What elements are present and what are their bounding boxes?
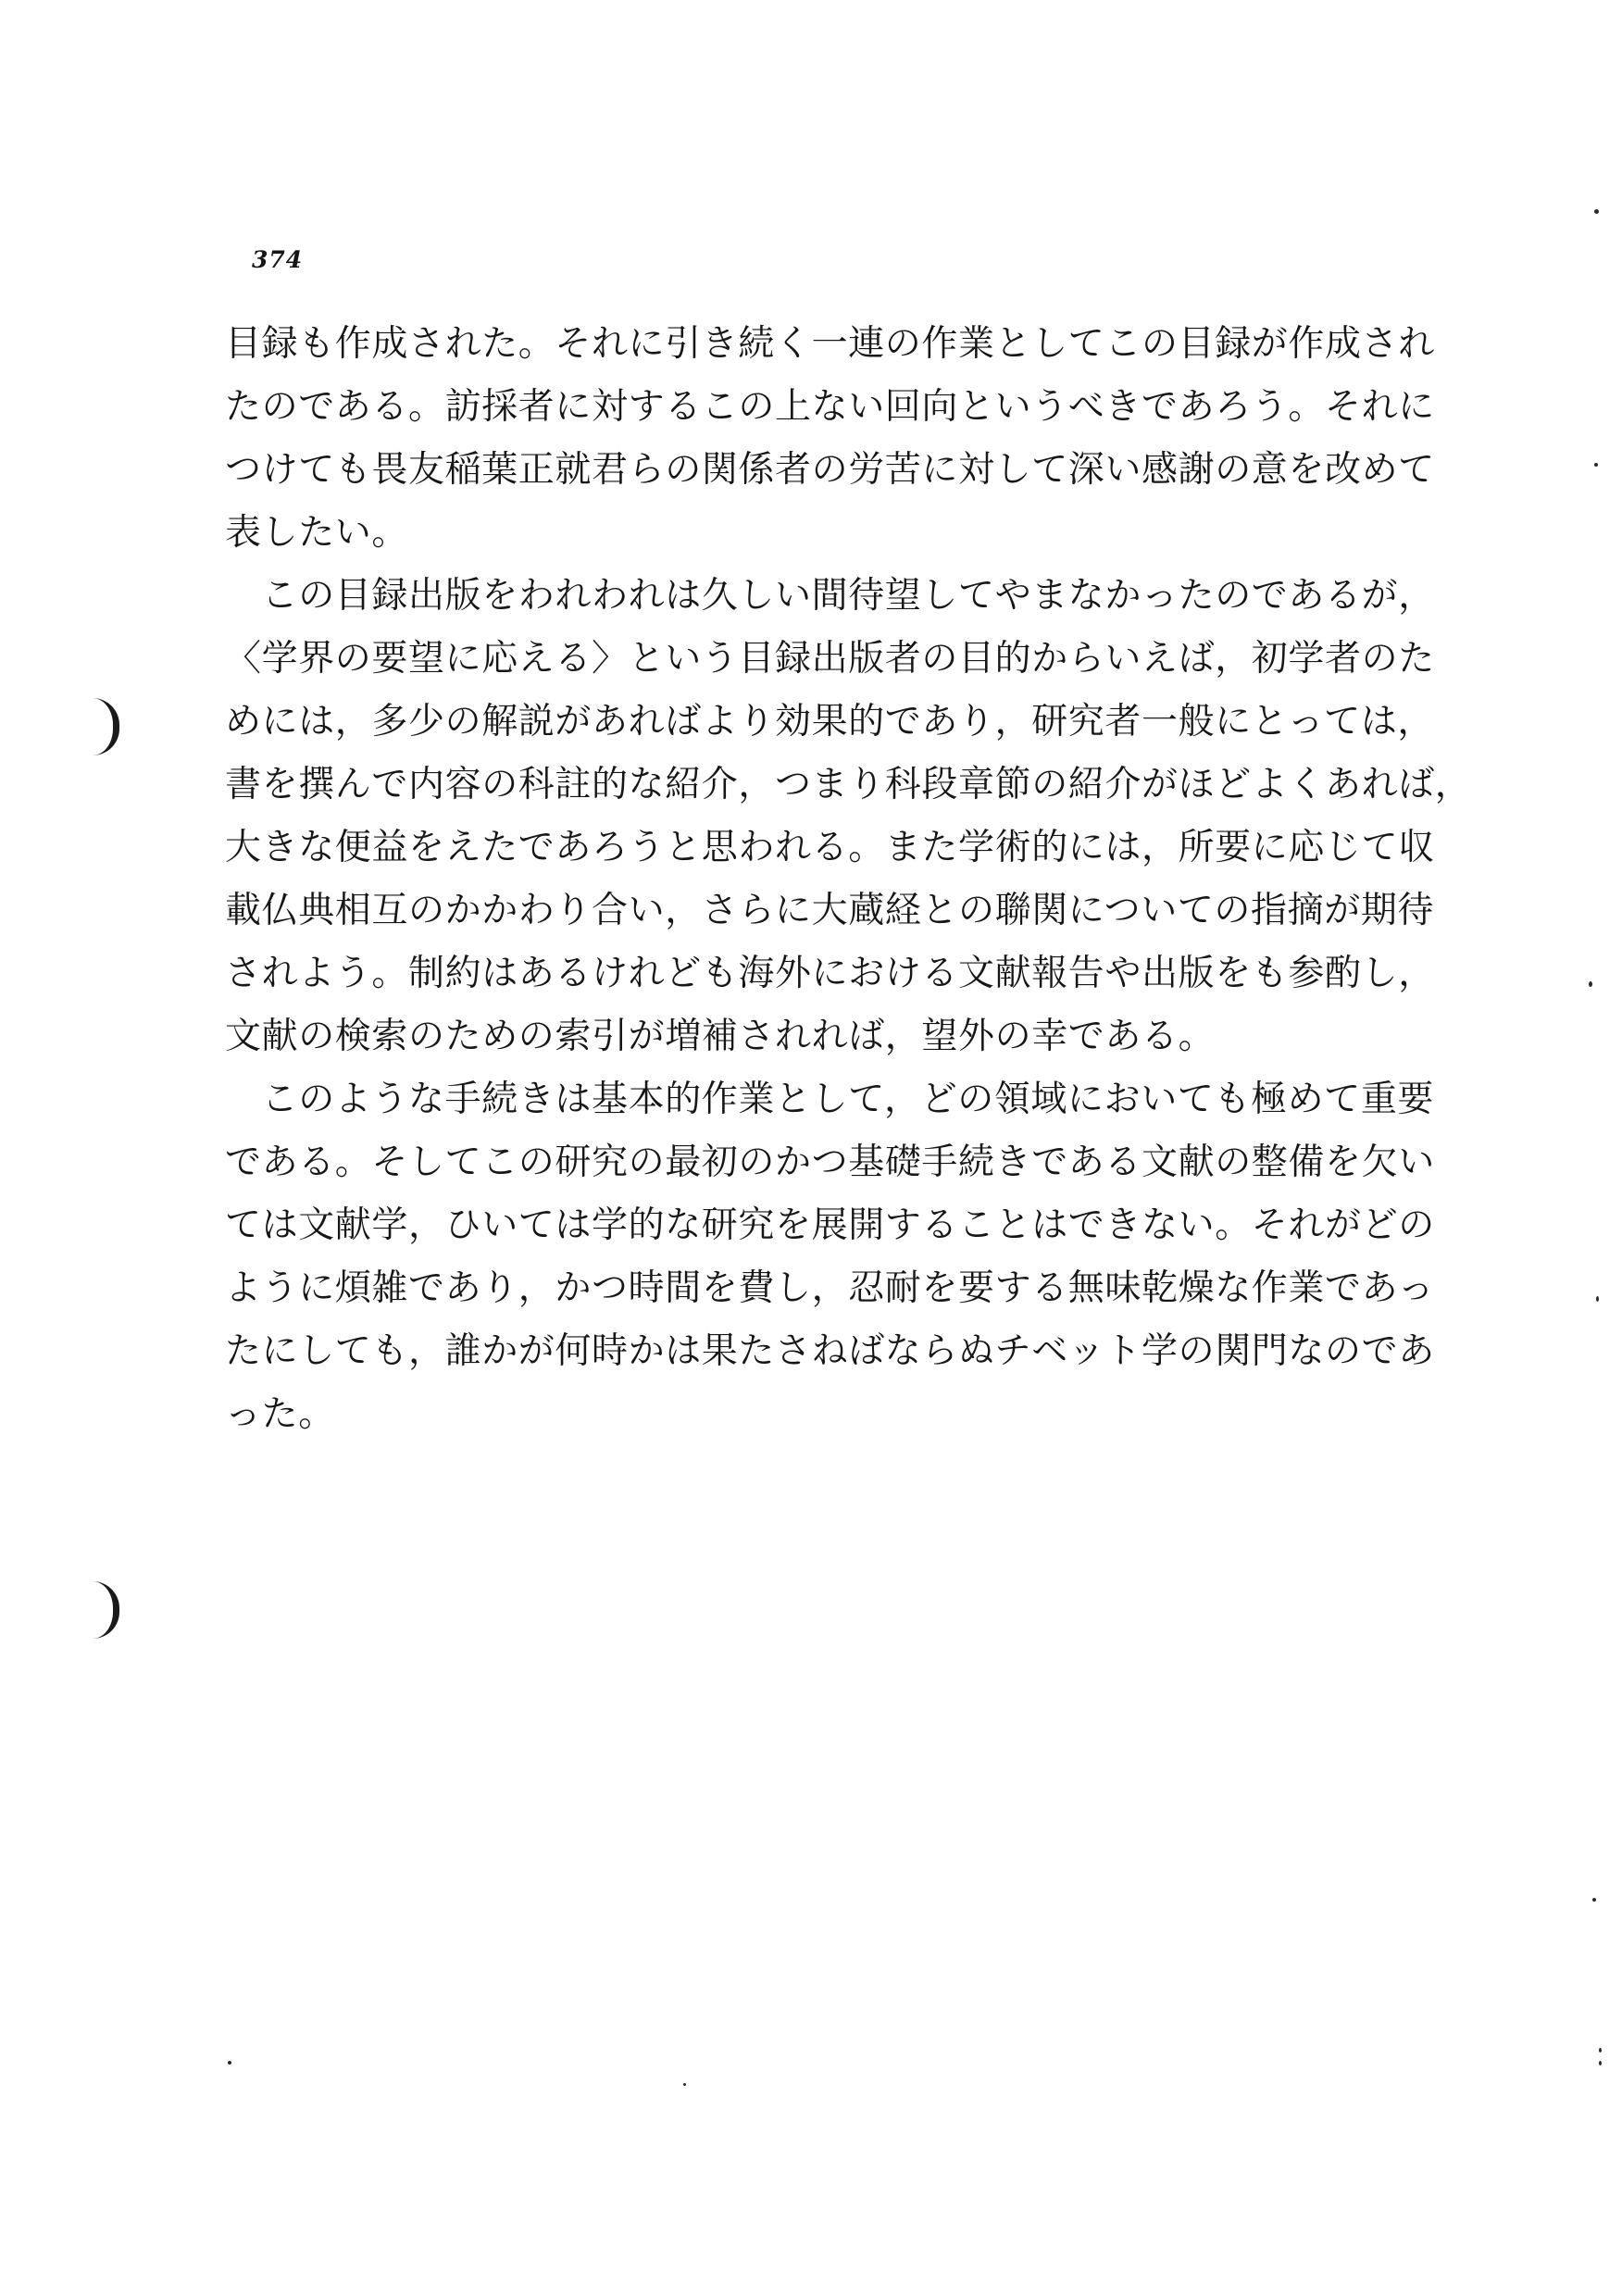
scan-speck [1594, 209, 1599, 214]
text-line: ように煩雑であり，かつ時間を費し，忍耐を要する無味乾燥な作業であっ [225, 1267, 1435, 1309]
text-line: 書を撰んで内容の科註的な紹介，つまり科段章節の紹介がほどよくあれば， [225, 764, 1472, 805]
text-line: 表したい。 [225, 512, 409, 554]
scan-speck [1599, 2048, 1602, 2053]
scan-speck [683, 2083, 686, 2086]
text-line: この目録出版をわれわれは久しい間待望してやまなかったのであるが， [225, 575, 1435, 617]
scan-speck [1592, 1898, 1596, 1902]
text-line: めには，多少の解説があればより効果的であり，研究者一般にとっては， [225, 701, 1435, 742]
text-line: されよう。制約はあるけれども海外における文献報告や出版をも参酌し， [225, 953, 1435, 994]
text-line: 大きな便益をえたであろうと思われる。また学術的には，所要に応じて収 [225, 827, 1435, 868]
binding-hole-mark [93, 698, 119, 755]
text-line: 文献の検索のための索引が増補されれば，望外の幸である。 [225, 1016, 1216, 1057]
scan-speck [1594, 463, 1598, 467]
page-number: 374 [252, 246, 304, 273]
text-line: ては文献学，ひいては学的な研究を展開することはできない。それがどの [225, 1204, 1435, 1246]
text-line: つけても畏友稲葉正就君らの関係者の労苦に対して深い感謝の意を改めて [225, 449, 1435, 491]
scan-speck [1599, 2061, 1602, 2065]
binding-hole-mark [93, 1581, 119, 1639]
scan-speck [228, 2061, 231, 2065]
text-line: 目録も作成された。それに引き続く一連の作業としてこの目録が作成され [225, 323, 1435, 365]
body-text [225, 313, 1472, 1446]
text-line: たにしても，誰かが何時かは果たさねばならぬチベット学の関門なのであ [225, 1330, 1435, 1372]
text-line: である。そしてこの研究の最初のかつ基礎手続きである文献の整備を欠い [225, 1142, 1435, 1183]
text-line: たのである。訪採者に対するこの上ない回向というべきであろう。それに [225, 386, 1435, 428]
text-line: った。 [225, 1393, 335, 1435]
text-line: 〈学界の要望に応える〉という目録出版者の目的からいえば，初学者のた [225, 638, 1435, 680]
text-line: このような手続きは基本的作業として，どの領域においても極めて重要 [225, 1079, 1435, 1120]
scan-speck [1596, 1296, 1599, 1302]
scan-speck [1589, 981, 1592, 987]
text-line: 載仏典相互のかかわり合い，さらに大蔵経との聯関についての指摘が期待 [225, 890, 1435, 931]
